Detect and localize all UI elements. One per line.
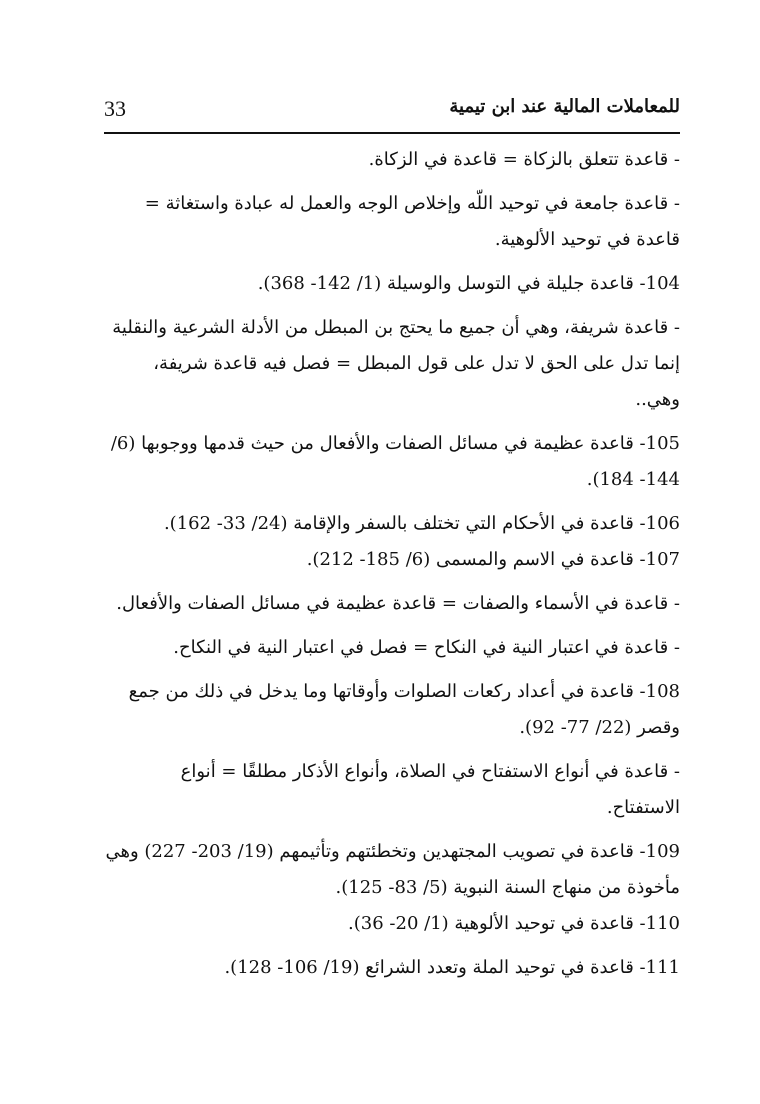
list-item: 104- قاعدة جليلة في التوسل والوسيلة (1/ 142- 368). xyxy=(257,273,680,294)
list-item: - قاعدة في أنواع الاستفتاح في الصلاة، وأنواع الأذكار مطلقًا = أنواع الاستفتاح. xyxy=(180,761,680,818)
index-entries xyxy=(104,142,680,986)
page-number: 33 xyxy=(104,96,126,121)
list-item: 105- قاعدة عظيمة في مسائل الصفات والأفعال من حيث قدمها ووجوبها (6/ 144- 184). xyxy=(110,433,680,490)
list-item: 106- قاعدة في الأحكام التي تختلف بالسفر والإقامة (24/ 33- 162). xyxy=(163,513,680,534)
list-item: - قاعدة جامعة في توحيد اللّه وإخلاص الوجه والعمل له عبادة واستغاثة = قاعدة في توحيد الألوهية. xyxy=(144,193,680,250)
list-item: - قاعدة تتعلق بالزكاة = قاعدة في الزكاة. xyxy=(368,149,680,170)
running-title: للمعاملات المالية عند ابن تيمية xyxy=(449,96,680,117)
list-item: 109- قاعدة في تصويب المجتهدين وتخطئتهم وتأثيمهم (19/ 203- 227) وهي مأخوذة من منهاج السنة النبوية (5/ 83- 125). xyxy=(105,841,680,898)
list-item: - قاعدة في الأسماء والصفات = قاعدة عظيمة في مسائل الصفات والأفعال. xyxy=(116,593,680,614)
list-item: 108- قاعدة في أعداد ركعات الصلوات وأوقاتها وما يدخل في ذلك من جمع وقصر (22/ 77- 92). xyxy=(128,681,680,738)
list-item: - قاعدة في اعتبار النية في النكاح = فصل في اعتبار النية في النكاح. xyxy=(173,637,680,658)
list-item: 111- قاعدة في توحيد الملة وتعدد الشرائع (19/ 106- 128). xyxy=(224,957,680,978)
list-item: 110- قاعدة في توحيد الألوهية (1/ 20- 36). xyxy=(348,913,680,934)
page-header xyxy=(104,92,680,134)
list-item: - قاعدة شريفة، وهي أن جميع ما يحتج بن المبطل من الأدلة الشرعية والنقلية إنما تدل على الحق لا تدل على قول المبطل = فصل فيه قاعدة شريفة، وهي.. xyxy=(112,317,680,410)
list-item: 107- قاعدة في الاسم والمسمى (6/ 185- 212). xyxy=(306,549,680,570)
